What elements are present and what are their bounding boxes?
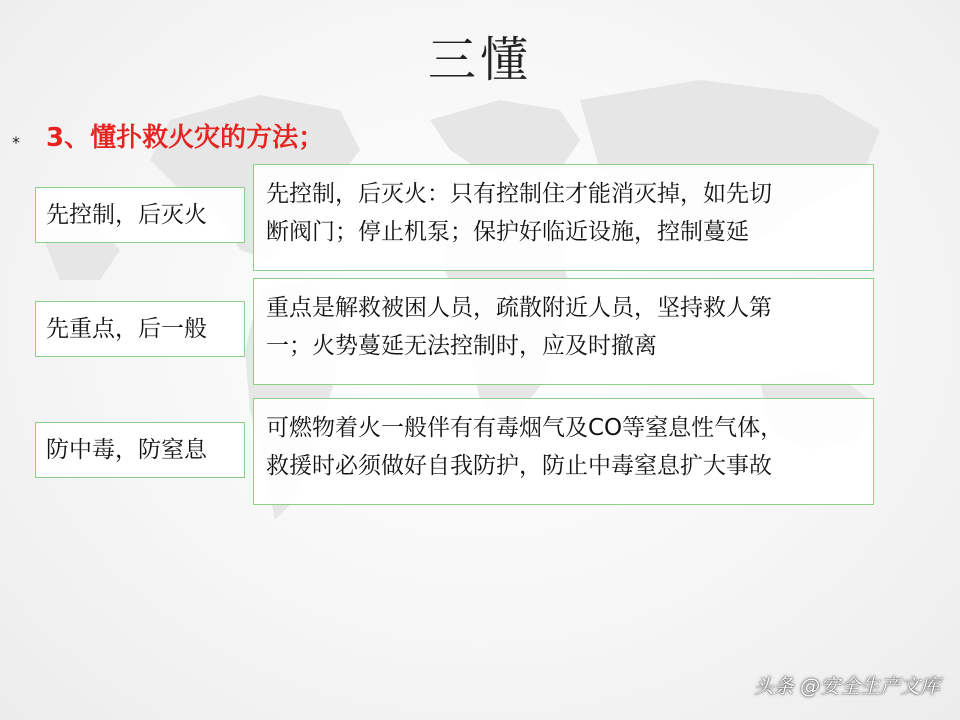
label-box-control-first xyxy=(35,187,245,243)
label-text: 先控制，后灭火 xyxy=(46,202,207,228)
label-text: 先重点，后一般 xyxy=(46,316,207,342)
label-text: 防中毒，防窒息 xyxy=(46,437,207,463)
label-box-priority-first xyxy=(35,301,245,357)
section-heading: 3、懂扑救火灾的方法； xyxy=(46,123,325,153)
watermark: 头条 @安全生产文库 xyxy=(753,674,940,698)
label-box-prevent-poisoning xyxy=(35,422,245,478)
slide-title: 三懂 xyxy=(427,32,532,88)
desc-box-priority-first xyxy=(253,278,874,385)
desc-line: 救援时必须做好自我防护，防止中毒窒息扩大事故 xyxy=(266,453,772,479)
desc-box-control-first xyxy=(253,164,874,271)
desc-line: 重点是解救被困人员，疏散附近人员，坚持救人第 xyxy=(266,295,772,321)
desc-box-prevent-poisoning xyxy=(253,398,874,505)
desc-line: 先控制，后灭火：只有控制住才能消灭掉，如先切 xyxy=(266,181,772,207)
desc-line: 一；火势蔓延无法控制时，应及时撤离 xyxy=(266,333,657,359)
bullet-icon: * xyxy=(12,133,20,152)
desc-line: 可燃物着火一般伴有有毒烟气及CO等窒息性气体， xyxy=(266,415,784,441)
desc-line: 断阀门；停止机泵；保护好临近设施，控制蔓延 xyxy=(266,219,749,245)
